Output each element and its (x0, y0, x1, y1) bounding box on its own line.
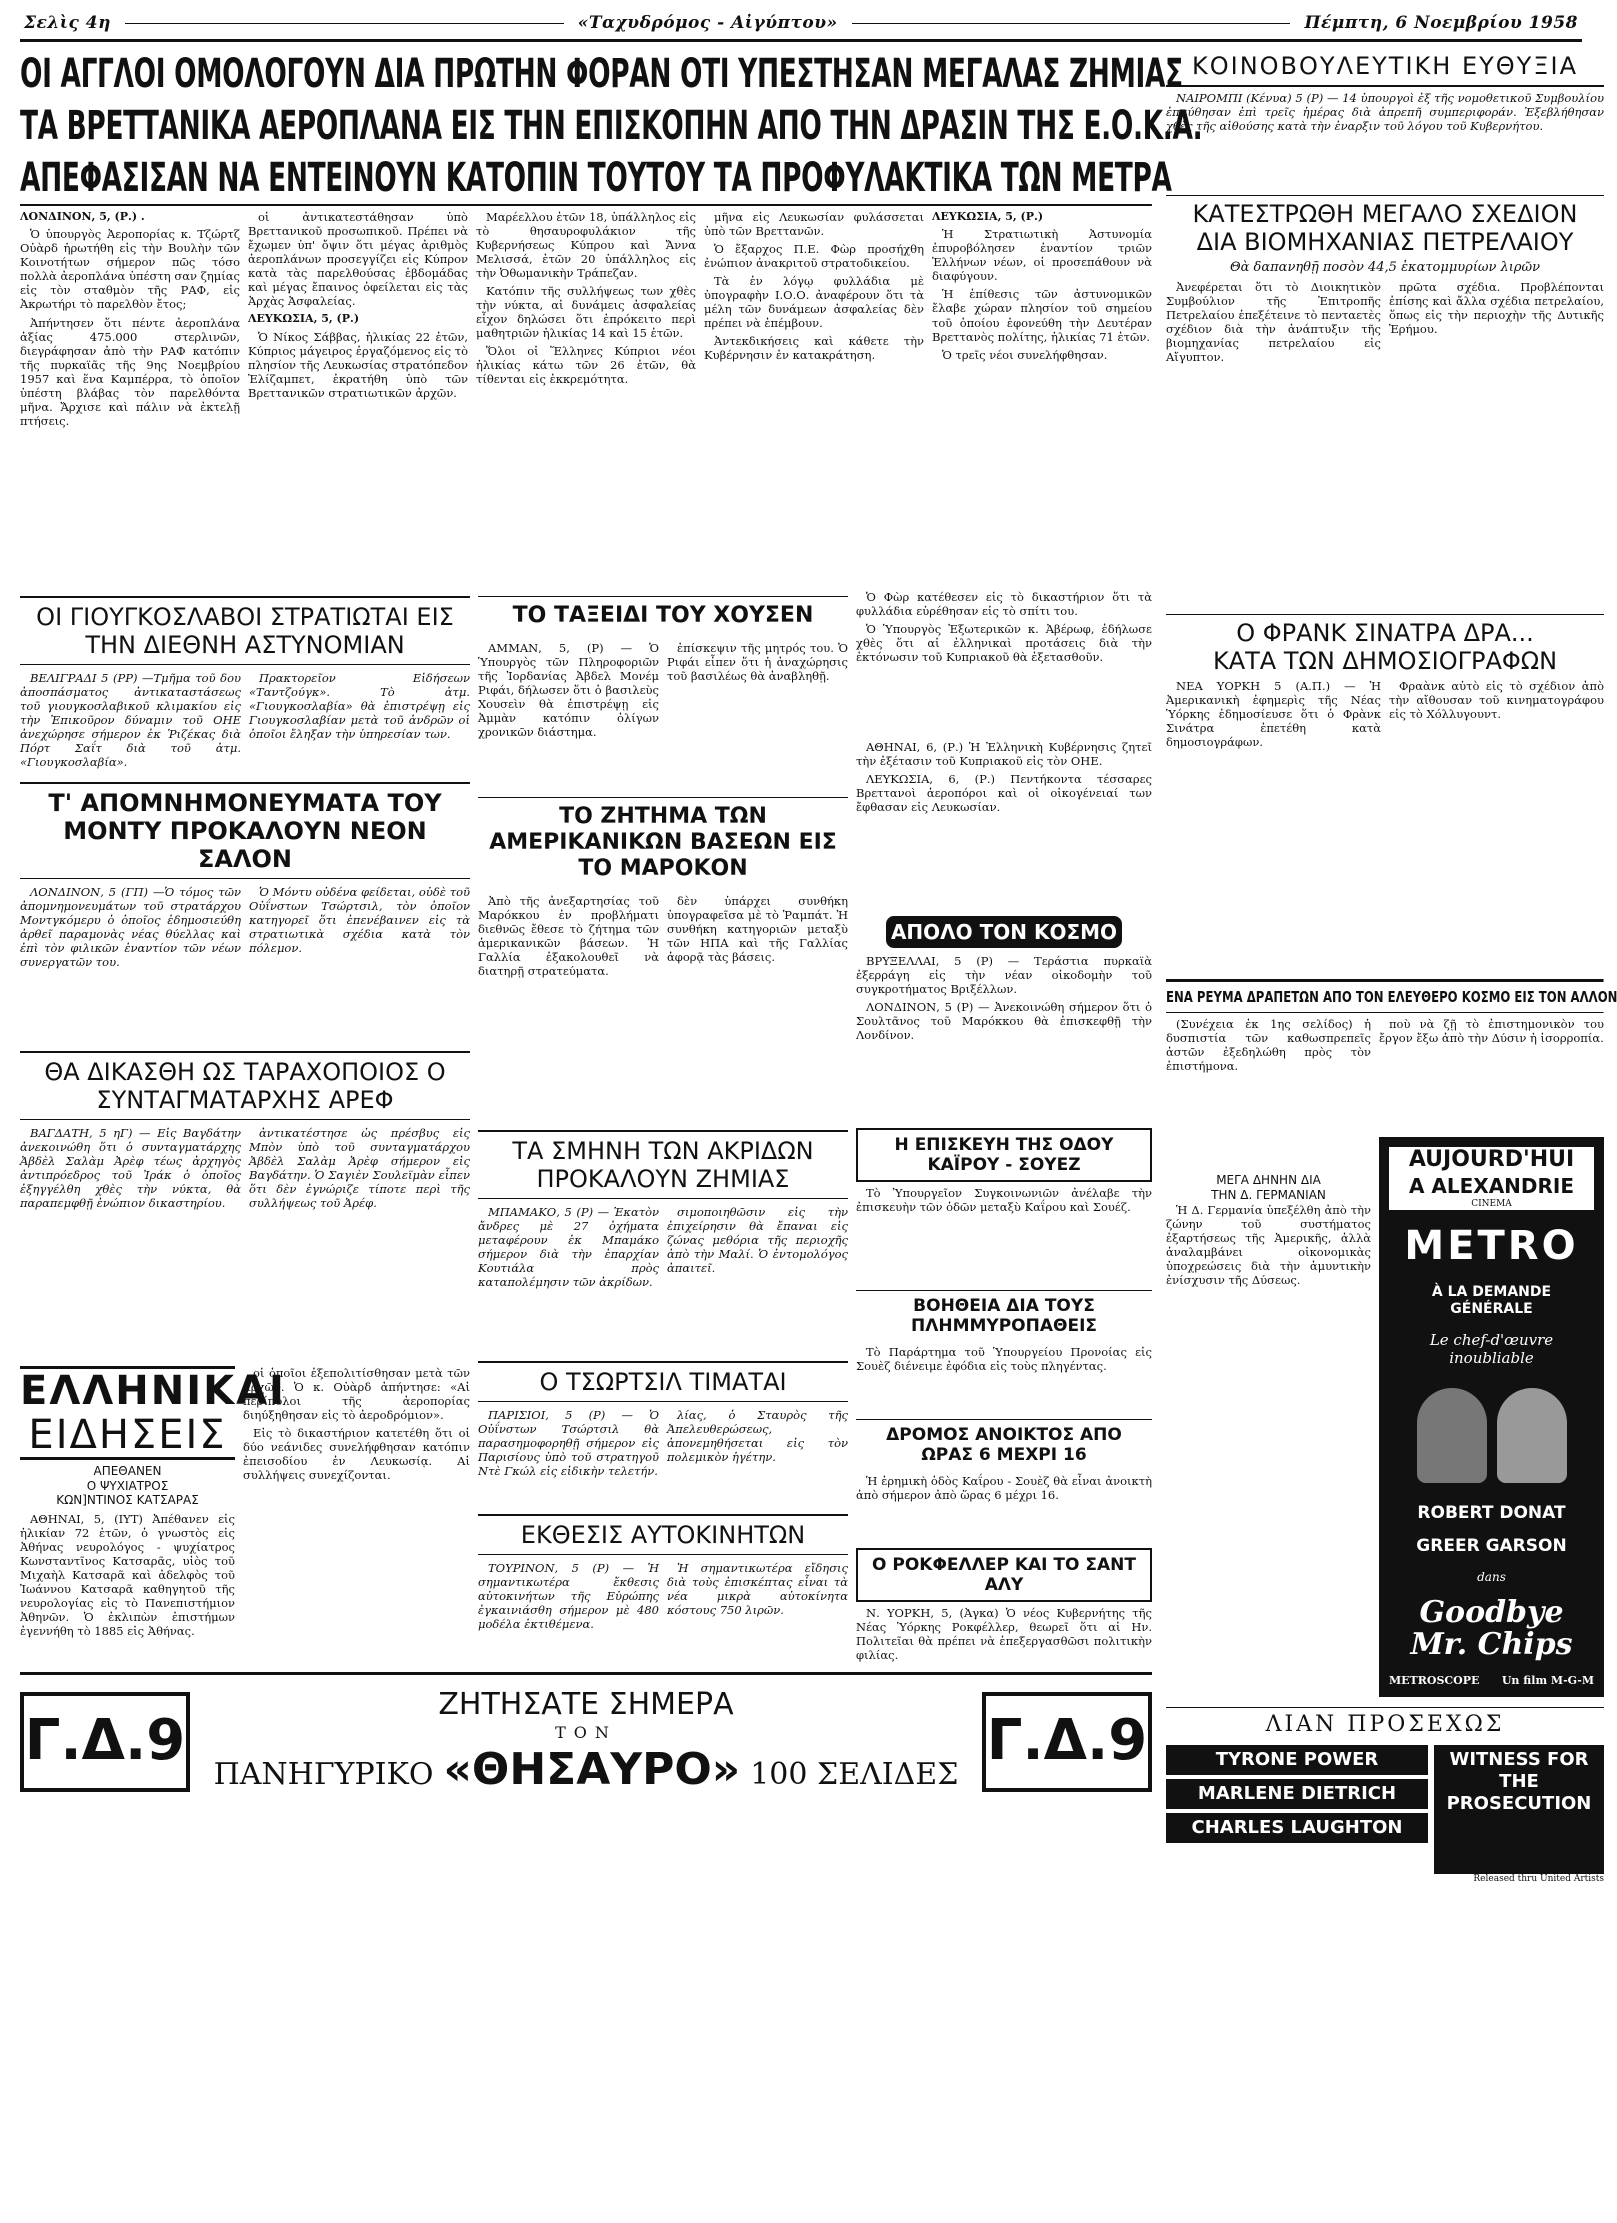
obit-sub: Ο ΨΥΧΙΑΤΡΟΣ (86, 1478, 169, 1493)
paragraph: σιμοποιηθῶσιν εἰς τὴν ἐπιχείρησιν θὰ ἔπαναι εἰς ζώνας μεθόρια τῆς περιοχῆς ἀπὸ τὴν Μαλί. Ὁ ἐντομολόγος ἀπαιτεῖ. (667, 1205, 848, 1276)
ad-witness-release: Released thru United Artists (1473, 1874, 1604, 1885)
paragraph: Ὁ Νίκος Σάββας, ἡλικίας 22 ἐτῶν, Κύπριος μάγειρος ἐργαζόμενος εἰς τὸ πλησίον τῆς Λευκωσίας στρατόπεδον Ἐλίζαμπετ, ἐκρατήθη ὑπὸ τῶν Βρεττανικῶν στρατιωτικῶν ἀρχῶν. (248, 329, 468, 400)
oil-plan-headline-2: ΔΙΑ ΒΙΟΜΗΧΑΝΙΑΣ ΠΕΤΡΕΛΑΙΟΥ (1196, 228, 1574, 257)
paragraph: ΒΑΓΔΑΤΗ, 5 ηΓ) — Εἰς Βαγδάτην ἀνεκοινώθη ὅτι ὁ συνταγματάρχης Ἀβδὲλ Σαλὰμ Ἀρὲφ τέως ἀρχηγὸς ἀντιπρόεδρος τοῦ Ἰράκ ὁ ὁποῖος ἐξηγγέλθη χθὲς τὴν νύκτα, θὰ παραπεμφθῇ ἐνώπιον δικαστηρίου. (20, 1126, 241, 1211)
portrait-image (1417, 1388, 1487, 1483)
witness-ad (1166, 1745, 1604, 1885)
paragraph: πρῶτα σχέδια. Προβλέπονται ἐπίσης καὶ ἄλλα σχέδια πετρελαίου, ὅπως εἰς τὴν περιοχὴν τῆς Δυτικῆς Ἐρήμου. (1389, 280, 1604, 337)
paragraph: Τὰ ἐν λόγῳ φυλλάδια μὲ ὑπογραφὴν Ι.Ο.Ο. ἀναφέρουν ὅτι τὰ μέλη τῶν δυνάμεων ἀσφαλείας δὲν πρέπει νὰ ἐπέμβουν. (704, 274, 924, 331)
newspaper-title: «Ταχυδρόμος - Αἰγύπτου» (577, 13, 838, 34)
masthead (20, 8, 1582, 42)
paragraph: ΑΜΜΑΝ, 5, (Ρ) — Ὁ Ὑπουργὸς τῶν Πληροφοριῶν τῆς Ἰορδανίας Ἀβδελ Μονέμ Ριφάι, δήλωσεν ὅτι ὁ βασιλεὺς Χουσεὶν θὰ ἐπιστρέψῃ εἰς Ἀμμὰν κατόπιν ὀλίγων χρονικῶν διάστημα. (478, 641, 659, 740)
paragraph: Ὁ Ὑπουργὸς Ἐξωτερικῶν κ. Ἀβέρωφ, ἐδήλωσε χθὲς ὅτι αἱ ἐλληνικαὶ προτάσεις διὰ τὴν ἐκτόνωσιν τοῦ Κυπριακοῦ θὰ ἐξετασθοῦν. (856, 622, 1152, 665)
paragraph: Ὁ Μόντυ οὐδένα φείδεται, οὐδὲ τοῦ Οὐΐνστων Τσώρτσιλ, τὸν ὁποῖον κατηγορεῖ ὅτι ἐπενέβαινεν εἰς τὰ στρατιωτικὰ σχέδια κατὰ τὸν πόλεμον. (249, 885, 470, 956)
obit-name: ΚΩΝ]ΝΤΙΝΟΣ ΚΑΤΣΑΡΑΣ (56, 1493, 199, 1508)
paragraph: Ἀνεφέρεται ὅτι τὸ Διοικητικὸν Συμβούλιον τῆς Ἐπιτροπῆς Πετρελαίου ἐπεξέτεινε τὸ πενταετὲς σχέδιον διὰ τὴν ἀνάπτυξιν τῆς βιομηχανίας πετρελαίου εἰς Αἴγυπτον. (1166, 280, 1381, 365)
banner-headline-2: ΤΑ ΒΡΕΤΤΑΝΙΚΑ ΑΕΡΟΠΛΑΝΑ ΕΙΣ ΤΗΝ ΕΠΙΣΚΟΠΗΝ ΑΠΟ ΤΗΝ ΔΡΑΣΙΝ ΤΗΣ Ε.Ο.Κ.Α. (20, 103, 1203, 149)
germany-headline-1: ΜΕΓΑ ΔΗΝΗΝ ΔΙΑ (1216, 1173, 1321, 1188)
paragraph: Μαρέελλου ἐτῶν 18, ὑπάλληλος εἰς τὸ θησαυροφυλάκιον τῆς Κυβερνήσεως Κύπρου καὶ Ἄννα Μελισσά, ἐτῶν 20 ὑπάλληλος εἰς τὴν Ὀθωμανικὴν Τράπεζαν. (476, 210, 696, 281)
germany-headline-2: ΤΗΝ Δ. ΓΕΡΜΑΝΙΑΝ (1211, 1188, 1326, 1203)
lower-right-block (856, 590, 1152, 1830)
greek-news-title-2: ΕΙΔΗΣΕΙΣ (20, 1413, 235, 1460)
ad-cinema: CINEMA (1471, 1198, 1512, 1209)
ad-witness-title: WITNESS FOR THE PROSECUTION (1434, 1745, 1604, 1874)
paragraph: ΑΘΗΝΑΙ, 6, (Ρ.) Ἡ Ἐλληνικὴ Κυβέρνησις ζητεῖ τὴν ἐξέτασιν τοῦ Κυπριακοῦ εἰς τὸν ΟΗΕ. (856, 740, 1152, 769)
ad-metro-name: METRO (1404, 1223, 1579, 1270)
husseini-headline: ΤΟ ΤΑΞΕΙΔΙ ΤΟΥ ΧΟΥΣΕΝ (478, 596, 848, 635)
ad-metroscope: METROSCOPE (1389, 1674, 1480, 1687)
paragraph: Ἀπὸ τῆς ἀνεξαρτησίας τοῦ Μαρόκκου ἐν προβλήματι διεθνῶς ἔθεσε τὸ ζήτημα τῶν ἀμερικανικῶν βάσεων. Ἡ Γαλλία ἐξακολουθεῖ νὰ διατηρῇ στρατεύματα. (478, 894, 659, 979)
paragraph: οἱ ὁποῖοι ἐξεπολιτίσθησαν μετὰ τῶν ἀρχῶν. Ὁ κ. Οὐὰρδ ἀπήντησε: «Αἱ περίπολοι τῆς ἀεροπορίας διηύξηθησαν εἰς τὸ ἀεροδρόμιον». (243, 1366, 470, 1423)
lead-story (20, 210, 1152, 590)
locusts-headline: ΤΑ ΣΜΗΝΗ ΤΩΝ ΑΚΡΙΔΩΝ ΠΡΟΚΑΛΟΥΝ ΖΗΜΙΑΣ (478, 1130, 848, 1199)
ad-alexandria: A ALEXANDRIE (1408, 1174, 1575, 1199)
dateline: ΛΕΥΚΩΣΙΑ, 5, (Ρ.) (932, 210, 1044, 223)
paragraph: ΤΟΥΡΙΝΟΝ, 5 (Ρ) — Ἡ σημαντικωτέρα ἔκθεσις αὐτοκινήτων τῆς Εὐρώπης ἐγκαινιάσθη σήμερον μὲ 480 μοδέλα ἐκτιθέμενα. (478, 1561, 659, 1632)
paragraph: Κατόπιν τῆς συλλήψεως των χθὲς τὴν νύκτα, αἱ δυνάμεις ἀσφαλείας εἶχον δηλώσει ὅτι ἐπρόκειτο περὶ μαθητριῶν ἡλικίας 14 καὶ 15 ἐτῶν. (476, 284, 696, 341)
paragraph: ΠΑΡΙΣΙΟΙ, 5 (Ρ) — Ὁ Οὐΐνστων Τσώρτσιλ θὰ παρασημοφορηθῇ σήμερον εἰς Παρισίους ὑπὸ τοῦ στρατηγοῦ Ντὲ Γκώλ εἰς εἰδικὴν τελετήν. (478, 1408, 659, 1479)
dateline: ΛΕΥΚΩΣΙΑ, 5, (Ρ.) (248, 312, 360, 326)
paragraph: ἐπίσκεψιν τῆς μητρός του. Ὁ Ριφάι εἶπεν ὅτι ἡ ἀναχώρησις τοῦ βασιλέως θὰ ἀναβληθῇ. (667, 641, 848, 684)
paragraph: Ν. ΥΟΡΚΗ, 5, (Ἀγκα) Ὁ νέος Κυβερνήτης τῆς Νέας Ὑόρκης Ροκφέλλερ, θεωρεῖ ὅτι αἱ Ην. Πολιτεῖαι θὰ πρέπει νὰ ἐπεξεργασθῶσι πολιτικὴν φιλίας. (856, 1606, 1152, 1663)
obit-kicker: ΑΠΕΘΑΝΕΝ (93, 1464, 162, 1478)
paragraph: οἱ ἀντικατεστάθησαν ὑπὸ Βρεττανικοῦ προσωπικοῦ. Πρέπει νὰ ἔχωμεν ὑπ' ὄψιν ὅτι μέγας ἀριθμὸς ἀεροπλάνων προσεγγίζει εἰς Κύπρον κατὰ τὰς παρελθούσας ἑβδομάδας καὶ μέγας ἔπαινος ὀφείλεται εἰς τὰς Ἀρχὰς Ἀσφαλείας. (248, 210, 468, 309)
paragraph: ἀντικατέστησε ὡς πρέσβυς εἰς Μπὸν ὑπὸ τοῦ συνταγματάρχου Ἀβδὲλ Σαλὰμ Ἀρὲφ σήμερον εἰς Βαγδάτην. Ὁ Σαγιὲν Σουλεϊμὰν εἶπεν ὅτι δὲν ἐγνώριζε τίποτε περὶ τῆς συλλήψεως τοῦ Ἀρέφ. (249, 1126, 470, 1211)
paragraph: ΛΟΝΔΙΝΟΝ, 5 (ΓΠ) —Ὁ τόμος τῶν ἀπομνημονευμάτων τοῦ στρατάρχου Μοντγκόμερυ ὁ ὁποῖος ἐδημοσιεύθη ἀρθεῖ παραμονὰς νέας θύελλας καὶ ἐπὶ τὸν φιλικῶν ἐναντίον τῶν νέων συνεργατῶν του. (20, 885, 241, 970)
ad-witness-actor-3: CHARLES LAUGHTON (1166, 1813, 1428, 1843)
churchill-headline: Ο ΤΣΩΡΤΣΙΛ ΤΙΜΑΤΑΙ (478, 1361, 848, 1402)
ad-dans: dans (1477, 1569, 1506, 1584)
paragraph: Ὁ Φὼρ κατέθεσεν εἰς τὸ δικαστήριον ὅτι τὰ φυλλάδια εὑρέθησαν εἰς τὸ σπίτι του. (856, 590, 1152, 619)
paragraph: Ἡ Δ. Γερμανία ὑπεξέλθη ἀπὸ τὴν ζώνην τοῦ συστήματος ἐξαρτήσεως τῆς Ἀμερικῆς, ἀλλὰ ἀναλαμβάνει οἰκονομικὰς ὑποχρεώσεις διὰ τὴν ἀμυντικὴν ἐνίσχυσιν τῆς Δύσεως. (1166, 1202, 1371, 1287)
refugee-headline: ΕΝΑ ΡΕΥΜΑ ΔΡΑΠΕΤΩΝ ΑΠΟ ΤΟΝ ΕΛΕΥΘΕΡΟ ΚΟΣΜΟ ΕΙΣ ΤΟΝ ΑΛΛΟΝ (1166, 979, 1603, 1013)
rockefeller-headline: Ο ΡΟΚΦΕΛΛΕΡ ΚΑΙ ΤΟ ΣΑΝΤ ΑΛΥ (856, 1548, 1152, 1602)
around-the-world-logo: ΑΠΟΛΟ ΤΟΝ ΚΟΣΜΟ (886, 916, 1122, 948)
paragraph: ΝΑΙΡΟΜΠΙ (Κένυα) 5 (Ρ) — 14 ὑπουργοὶ ἐξ τῆς νομοθετικοῦ Συμβουλίου ἐπαύθησαν ἐπὶ τρεῖς ἡμέρας διὰ ἀπρεπῆ συμπεριφοράν. Ἐξεβλήθησαν χθὲς τῆς αἰθούσης κατὰ τὴν ἐναρξιν τοῦ λόγου τοῦ Κυβερνήτου. (1166, 91, 1604, 134)
flood-relief-headline: ΒΟΗΘΕΙΑ ΔΙΑ ΤΟΥΣ ΠΛΗΜΜΥΡΟΠΑΘΕΙΣ (856, 1290, 1152, 1341)
paragraph: ΒΕΛΙΓΡΑΔΙ 5 (ΡΡ) —Τμῆμα τοῦ δου ἀποσπάσματος ἀντικαταστάσεως τοῦ γιουγκοσλαβικοῦ κλιμακίου εἰς τὴν Ἐπικοῦρον δύναμιν τοῦ ΟΗΕ ἀνεχώρησε σήμερον ἐκ Ῥιζέκας διὰ Πόρτ Σαΐτ διὰ τοῦ ἀτμ. «Γιουγκοσλαβία». (20, 671, 241, 770)
gd9-logo-left: Γ.Δ.9 (20, 1692, 190, 1792)
masthead-rule (852, 23, 1291, 24)
ad-witness-actor-1: TYRONE POWER (1166, 1745, 1428, 1775)
gd9-logo-right: Γ.Δ.9 (982, 1692, 1152, 1792)
morocco-bases-headline: ΤΟ ΖΗΤΗΜΑ ΤΩΝ ΑΜΕΡΙΚΑΝΙΚΩΝ ΒΑΣΕΩΝ ΕΙΣ ΤΟ ΜΑΡΟΚΟΝ (478, 797, 848, 888)
main-news-column (20, 48, 1203, 1885)
paragraph: Τὸ Παράρτημα τοῦ Ὑπουργείου Προνοίας εἰς Σουὲζ διένειμε ἐφόδια εἰς τοὺς πληγέντας. (856, 1345, 1152, 1374)
cairo-suez-road-headline: Η ΕΠΙΣΚΕΥΗ ΤΗΣ ΟΔΟΥ ΚΑΪΡΟΥ - ΣΟΥΕΖ (856, 1128, 1152, 1182)
sinatra-headline-1: Ο ΦΡΑΝΚ ΣΙΝΑΤΡΑ ΔΡΑ... (1236, 619, 1534, 648)
paragraph: ΛΕΥΚΩΣΙΑ, 6, (Ρ.) Πεντήκοντα τέσσαρες Βρεττανοὶ ἀεροπόροι καὶ οἱ οἰκογένειαί των ἔφθασαν εἰς Λευκωσίαν. (856, 772, 1152, 815)
paragraph: ποὺ νὰ ζῇ τὸ ἐπιστημονικὸν του ἔργον ἔξω ἀπὸ τὴν Δύσιν ἡ ἰσορροπία. (1379, 1017, 1604, 1046)
paragraph: Ἀντεκδικήσεις καὶ κάθετε τὴν Κυβέρνησιν ἐν κατακράτηση. (704, 334, 924, 363)
ad-masterpiece: Le chef-d'œuvre inoubliable (1429, 1330, 1554, 1368)
paragraph: Πρακτορεῖον Εἰδήσεων «Ταντζούγκ». Τὸ ἀτμ. «Γιουγκοσλαβία» θὰ ἐπιστρέψῃ εἰς Γιουγκοσλαβίαν μετὰ τοῦ ἀνδρῶν οἱ ὁποῖοι ἔληξαν τὴν ὑπηρεσίαν των. (249, 671, 470, 742)
paragraph: μῆνα εἰς Λευκωσίαν φυλάσσεται ὑπὸ τῶν Βρεττανῶν. (704, 210, 924, 239)
paragraph: Ἡ ἐρημικὴ ὁδὸς Καΐρου - Σουὲζ θὰ εἶναι ἀνοικτὴ ἀπὸ σήμερον ἀπὸ ὥρας 6 μέχρι 16. (856, 1474, 1152, 1503)
lower-middle-block (478, 590, 848, 1830)
lower-news-area (20, 590, 1152, 1830)
ad-100-pages: 100 ΣΕΛΙΔΕΣ (750, 1756, 959, 1792)
paragraph: Ὁ ὑπουργὸς Ἀεροπορίας κ. Τζώρτζ Οὐὰρδ ἠρωτήθη εἰς τὴν Βουλὴν τῶν Κοινοτήτων σήμερον πῶς τόσο πολλὰ ἀεροπλάνα ὑπέστη σαν ζημίας εἰς τὸν σταθμὸν τῆς ΡΑΦ, εἰς Ἀκρωτήρι τὸ παρελθὸν ἔτος; (20, 227, 240, 312)
oil-plan-subhead: Θὰ δαπανηθῇ ποσὸν 44,5 ἑκατομμυρίων λιρῶν (1229, 260, 1541, 276)
paragraph: Ἡ Στρατιωτικὴ Ἀστυνομία ἐπυροβόλησεν ἐναντίον τριῶν Ἑλλήνων νέων, οἱ προσεπάθουν νὰ διαφύγουν. (932, 227, 1152, 284)
page-number: Σελὶς 4η (24, 13, 111, 34)
oil-plan-headline-1: ΚΑΤΕΣΤΡΩΘΗ ΜΕΓΑΛΟ ΣΧΕΔΙΟΝ (1192, 200, 1578, 229)
banner-headline-1: ΟΙ ΑΓΓΛΟΙ ΟΜΟΛΟΓΟΥΝ ΔΙΑ ΠΡΩΤΗΝ ΦΟΡΑΝ ΟΤΙ ΥΠΕΣΤΗΣΑΝ ΜΕΓΑΛΑΣ ΖΗΜΙΑΣ (20, 51, 1183, 97)
ad-ask-today: ΖΗΤΗΣΑΤΕ ΣΗΜΕΡΑ (438, 1686, 734, 1722)
aref-trial-headline: ΘΑ ΔΙΚΑΣΘΗ ΩΣ ΤΑΡΑΧΟΠΟΙΟΣ Ο ΣΥΝΤΑΓΜΑΤΑΡΧΗΣ ΑΡΕΦ (20, 1051, 470, 1120)
greek-news-title: ΕΛΛΗΝΙΚΑΙ (20, 1368, 286, 1414)
paragraph: Ὁ τρεῖς νέοι συνελήφθησαν. (942, 347, 1108, 362)
dateline: ΛΟΝΔΙΝΟΝ, 5, (Ρ.) . (20, 210, 145, 223)
ad-film-title: Goodbye Mr. Chips (1410, 1595, 1573, 1663)
masthead-rule (125, 23, 564, 24)
sinatra-headline-2: ΚΑΤΑ ΤΩΝ ΔΗΜΟΣΙΟΓΡΑΦΩΝ (1212, 647, 1558, 676)
monty-memoirs-headline: Τ' ΑΠΟΜΝΗΜΟΝΕΥΜΑΤΑ ΤΟΥ ΜΟΝΤΥ ΠΡΟΚΑΛΟΥΝ ΝΕΟΝ ΣΑΛΟΝ (20, 782, 470, 879)
ad-actor-1: ROBERT DONAT (1417, 1502, 1566, 1523)
metro-cinema-ad (1379, 1137, 1604, 1697)
paragraph: ΜΠΑΜΑΚΟ, 5 (Ρ) — Ἑκατὸν ἄνδρες μὲ 27 ὀχήματα μεταφέρουν ἐκ Μπαμάκο σήμερον διὰ τὴν ἐπαρχίαν Κουτιάλα πρὸς καταπολέμησιν τῶν ἀκρίδων. (478, 1205, 659, 1290)
yugoslav-soldiers-headline: ΟΙ ΓΙΟΥΓΚΟΣΛΑΒΟΙ ΣΤΡΑΤΙΩΤΑΙ ΕΙΣ ΤΗΝ ΔΙΕΘΝΗ ΑΣΤΥΝΟΜΙΑΝ (20, 596, 470, 665)
ad-thisavro: «ΘΗΣΑΥΡΟ» (443, 1743, 741, 1795)
ad-witness-actor-2: MARLENE DIETRICH (1166, 1779, 1428, 1809)
ad-ton: ΤΟΝ (555, 1723, 617, 1743)
ad-actor-2: GREER GARSON (1416, 1536, 1567, 1557)
banner-headline-3: ΑΠΕΦΑΣΙΣΑΝ ΝΑ ΕΝΤΕΙΝΟΥΝ ΚΑΤΟΠΙΝ ΤΟΥΤΟΥ ΤΑ ΠΡΟΦΥΛΑΚΤΙΚΑ ΤΩΝ ΜΕΤΡΑ (20, 152, 1152, 206)
ad-panigyriko: ΠΑΝΗΓΥΡΙΚΟ (213, 1756, 434, 1792)
ad-today: AUJOURD'HUI (1408, 1147, 1575, 1173)
paragraph: ΒΡΥΞΕΛΛΑΙ, 5 (Ρ) — Τεράστια πυρκαϊὰ ἐξερράγη εἰς τὴν νέαν οἰκοδομὴν τοῦ συγκροτήματος Βριξέλλων. (856, 954, 1152, 997)
paragraph: Ἀπήντησεν ὅτι πέντε ἀεροπλάνα ἀξίας 475.000 στερλινῶν, διεγράφησαν ἀπὸ τὴν ΡΑΦ κατόπιν τῆς πυρκαϊᾶς τῆς 9ης Νοεμβρίου 1957 καὶ ἕνα Καμπέρρα, τὸ ὁποῖον ὑπέστη βλάβας τὸν παρελθόντα μῆνα. Ἄρχισε καὶ πάλιν νὰ ἐκτελῇ πτήσεις. (20, 315, 240, 428)
paragraph: Ὁ ἔξαρχος Π.Ε. Φὼρ προσήχθη ἐνώπιον ἀνακριτοῦ στρατοδικείου. (704, 242, 924, 271)
paragraph: Ἡ ἐπίθεσις τῶν ἀστυνομικῶν ἔλαβε χώραν πλησίον τοῦ σημείου τοῦ ὁποίου ἐφονεύθη τὴν Δευτέραν Βρεττανὸς πολίτης, ἡλικίας 71 ἐτῶν. (932, 287, 1152, 344)
paragraph: Ὅλοι οἱ Ἕλληνες Κύπριοι νέοι ἡλικίας κάτω τῶν 26 ἐτῶν, θὰ τίθενται εἰς ἐκκρεμότητα. (476, 344, 696, 387)
parliament-headline: ΚΟΙΝΟΒΟΥΛΕΥΤΙΚΗ ΕΥΘΥΞΙΑ (1166, 48, 1604, 87)
paragraph: ΛΟΝΔΙΝΟΝ, 5 (Ρ) — Ἀνεκοινώθη σήμερον ὅτι ὁ Σουλτᾶνος τοῦ Μαρόκκου θὰ ἐπισκεφθῇ τὴν Λονδίνον. (856, 1000, 1152, 1043)
car-show-headline: ΕΚΘΕΣΙΣ ΑΥΤΟΚΙΝΗΤΩΝ (478, 1514, 848, 1555)
ad-demand: À LA DEMANDE GÉNÉRALE (1431, 1283, 1552, 1317)
ad-mgm: Un film M-G-M (1501, 1674, 1594, 1687)
portrait-image (1497, 1388, 1567, 1483)
road-open-headline: ΔΡΟΜΟΣ ΑΝΟΙΚΤΟΣ ΑΠΟ ΩΡΑΣ 6 ΜΕΧΡΙ 16 (856, 1419, 1152, 1470)
paragraph: (Συνέχεια ἐκ 1ης σελίδος) ἡ δυσπιστία τῶν καθωσπρεπεῖς ἀστῶν ἐξεδηλώθη πρὸς τὸν ἐπιστήμονα. (1166, 1017, 1371, 1074)
paragraph: δὲν ὑπάρχει συνθήκη ὑπογραφεῖσα μὲ τὸ Ῥαμπάτ. Ἡ συνθήκη κατηγοριῶν μεταξὺ τῶν ΗΠΑ καὶ τῆς Γαλλίας ἀφορᾷ τὰς βάσεις. (667, 894, 848, 965)
paragraph: Ἡ σημαντικωτέρα εἴδησις διὰ τοὺς ἐπισκέπτας εἶναι τὰ νέα μικρὰ αὐτοκίνητα κόστους 750 λιρῶν. (667, 1561, 848, 1618)
paragraph: Εἰς τὸ δικαστήριον κατετέθη ὅτι οἱ δύο νεάνιδες συνελήφθησαν κατόπιν ἐπεισοδίου ἐν Λευκωσίᾳ. Αἱ συλλήψεις συνεχίζονται. (243, 1426, 470, 1483)
paragraph: ΝΕΑ ΥΟΡΚΗ 5 (Α.Π.) — Ἡ Ἀμερικανικὴ ἐφημερὶς τῆς Νέας Ὑόρκης ἐδημοσίευσε ὅτι ὁ Φρὰνκ Σινάτρα ἐπετέθη κατὰ δημοσιογράφων. (1166, 679, 1381, 750)
coming-soon: ΛΙΑΝ ΠΡΟΣΕΧΩΣ (1166, 1707, 1604, 1739)
paragraph: Φραὰνκ αὐτὸ εἰς τὸ σχέδιον ἀπὸ τὴν αἴθουσαν τοῦ κινηματογράφου εἰς τὸ Χόλλυγουντ. (1389, 679, 1604, 722)
ad-portraits (1389, 1380, 1594, 1490)
paragraph: λίας, ὁ Σταυρὸς τῆς Ἀπελευθερώσεως, ἀπονεμηθήσεται εἰς τὸν πολεμικὸν ἡγέτην. (667, 1408, 848, 1465)
issue-date: Πέμπτη, 6 Νοεμβρίου 1958 (1304, 13, 1578, 34)
paragraph: Τὸ Ὑπουργεῖον Συγκοινωνιῶν ἀνέλαβε τὴν ἐπισκευὴν τῶν ὁδῶν μεταξὺ Καΐρου καὶ Σουέζ. (856, 1186, 1152, 1215)
right-column (1166, 48, 1617, 1885)
paragraph: ΑΘΗΝΑΙ, 5, (ΙΥΤ) Ἀπέθανεν εἰς ἡλικίαν 72 ἐτῶν, ὁ γνωστὸς εἰς Ἀθήνας νευρολόγος - ψυχίατρος Κωνσταντῖνος Κατσαρᾶς, υἱὸς τοῦ Μιχαὴλ Κατσαρᾶ καὶ ἀδελφὸς τοῦ Ἰωάννου Κατσαρᾶ καθηγητοῦ τῆς νευρολογίας εἰς τὸ Πανεπιστήμιον Ἀθηνῶν. Ὁ ἐκλιπὼν ἐπιστήμων ἐγεννήθη τὸ 1885 εἰς Ἀθήνας. (20, 1511, 235, 1638)
